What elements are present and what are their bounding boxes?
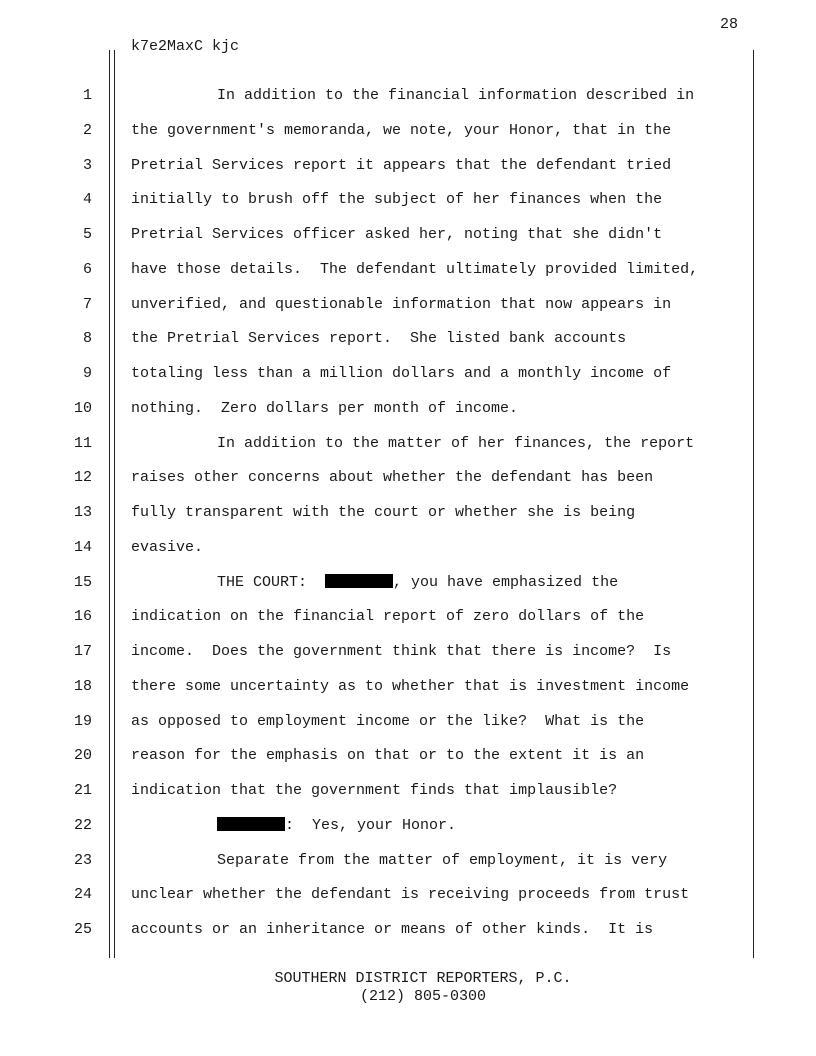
line-text: the Pretrial Services report. She listed bank accounts: [131, 330, 627, 348]
transcript-line: [0, 814, 816, 838]
line-text: [131, 571, 618, 595]
line-text: have those details. The defendant ultimately provided limited,: [131, 260, 699, 278]
line-number: 25: [73, 921, 92, 938]
transcript-line: [0, 675, 816, 699]
transcript-line: [0, 918, 816, 942]
redaction-bar: [325, 574, 393, 588]
line-text: indication on the financial report of zero dollars of the: [131, 608, 645, 626]
line-number: 22: [73, 816, 92, 834]
transcript-line: [0, 362, 816, 386]
line-number: 14: [73, 538, 92, 556]
line-text: totaling less than a million dollars and a monthly income of: [131, 365, 672, 382]
transcript-line: [0, 432, 816, 456]
line-text: reason for the emphasis on that or to the extent it is an: [131, 747, 645, 765]
transcript-line: [0, 536, 816, 560]
transcript-line: [0, 640, 816, 664]
header-code: k7e2MaxC kjc: [131, 38, 240, 55]
line-text: indication that the government finds that implausible?: [131, 782, 618, 799]
transcript-line: [0, 883, 816, 907]
line-number: 9: [82, 365, 92, 382]
transcript-line: [0, 849, 816, 873]
line-number: 11: [73, 434, 92, 452]
line-number: 17: [73, 643, 92, 660]
line-number: 19: [73, 712, 92, 730]
line-text: Separate from the matter of employment, it is very: [217, 851, 668, 869]
transcript-line: [0, 258, 816, 282]
line-text: Pretrial Services report it appears that the defendant tried: [131, 156, 672, 174]
line-text-after-redaction: , you have emphasized the: [393, 573, 619, 591]
transcript-line: [0, 327, 816, 351]
footer-phone: (212) 805-0300: [359, 988, 487, 1005]
line-number: 5: [82, 226, 92, 243]
transcript-line: [0, 119, 816, 143]
line-number: 18: [73, 677, 92, 695]
transcript-line: [0, 744, 816, 768]
redaction-bar: [217, 817, 285, 831]
transcript-line: [0, 293, 816, 317]
page-number: 28: [719, 16, 738, 33]
line-number: 1: [82, 87, 92, 104]
footer-reporter: SOUTHERN DISTRICT REPORTERS, P.C.: [274, 970, 572, 987]
line-text: unverified, and questionable information that now appears in: [131, 295, 672, 313]
line-number: 15: [73, 573, 92, 591]
line-text: Pretrial Services officer asked her, noting that she didn't: [131, 226, 663, 243]
line-text: raises other concerns about whether the defendant has been: [131, 469, 654, 487]
transcript-line: [0, 223, 816, 247]
line-number: 10: [73, 399, 92, 417]
line-text: evasive.: [131, 538, 204, 556]
line-text: as opposed to employment income or the like? What is the: [131, 712, 645, 730]
transcript-line: [0, 779, 816, 803]
transcript-line: [0, 710, 816, 734]
line-number: 6: [82, 260, 92, 278]
line-number: 23: [73, 851, 92, 869]
line-number: 12: [73, 469, 92, 487]
line-number: 2: [82, 121, 92, 139]
line-text: there some uncertainty as to whether that is investment income: [131, 677, 690, 695]
transcript-line: [0, 188, 816, 212]
line-text: [131, 814, 456, 838]
transcript-line: [0, 397, 816, 421]
line-text: unclear whether the defendant is receiving proceeds from trust: [131, 886, 690, 904]
line-text: income. Does the government think that there is income? Is: [131, 643, 672, 660]
line-number: 4: [82, 191, 92, 209]
transcript-line: [0, 605, 816, 629]
line-text: the government's memoranda, we note, your Honor, that in the: [131, 121, 672, 139]
line-text-after-redaction: : Yes, your Honor.: [285, 816, 457, 834]
line-text: accounts or an inheritance or means of other kinds. It is: [131, 921, 654, 938]
transcript-line: [0, 154, 816, 178]
transcript-line: [0, 571, 816, 595]
line-text: In addition to the financial information described in: [217, 87, 695, 104]
line-text: nothing. Zero dollars per month of income.: [131, 399, 519, 417]
transcript-line: [0, 501, 816, 525]
transcript-line: [0, 466, 816, 490]
line-number: 13: [73, 504, 92, 521]
line-number: 7: [82, 295, 92, 313]
line-number: 24: [73, 886, 92, 904]
line-number: 16: [73, 608, 92, 626]
line-text: initially to brush off the subject of her finances when the: [131, 191, 663, 209]
line-text: In addition to the matter of her finances, the report: [217, 434, 695, 452]
line-text-before-redaction: THE COURT:: [217, 573, 326, 591]
line-number: 20: [73, 747, 92, 765]
line-text: fully transparent with the court or whether she is being: [131, 504, 636, 521]
line-number: 8: [82, 330, 92, 348]
line-number: 21: [73, 782, 92, 799]
transcript-line: [0, 84, 816, 108]
line-number: 3: [82, 156, 92, 174]
